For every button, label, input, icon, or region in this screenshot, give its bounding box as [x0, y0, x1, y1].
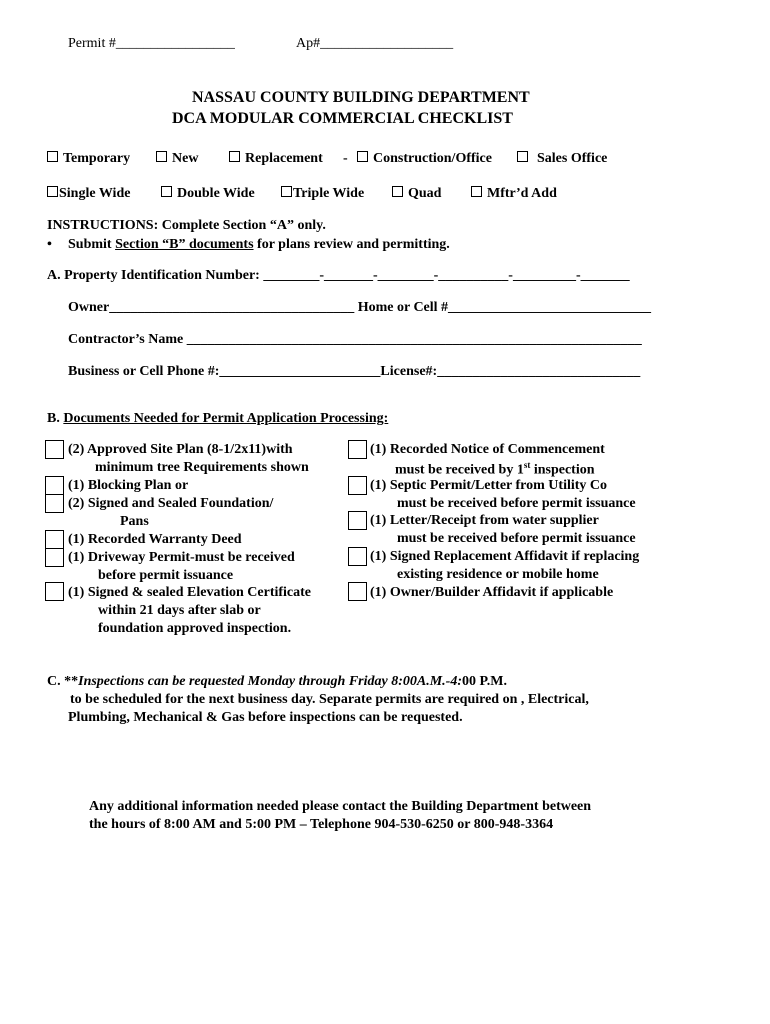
section-c-label: C. **: [47, 674, 79, 689]
triple-wide-checkbox[interactable]: [281, 186, 364, 202]
elevation-certificate-label-cont: within 21 days after slab or: [98, 603, 261, 618]
checkbox-icon: [392, 186, 403, 197]
elevation-certificate-checkbox[interactable]: [45, 582, 64, 601]
new-checkbox[interactable]: [156, 151, 198, 167]
section-c-line3: Plumbing, Mechanical & Gas before inspections can be requested.: [68, 710, 463, 725]
permit-number-field[interactable]: Permit #_________________: [68, 36, 235, 51]
section-c-tail: 00 P.M.: [461, 674, 507, 689]
notice-commencement-checkbox[interactable]: [348, 440, 367, 459]
checkbox-icon: [161, 186, 172, 197]
warranty-deed-checkbox[interactable]: [45, 530, 64, 549]
water-supplier-label: (1) Letter/Receipt from water supplier: [370, 513, 599, 528]
septic-permit-checkbox[interactable]: [348, 476, 367, 495]
notice-commencement-sup: st: [523, 460, 531, 470]
instructions-submit-pre: Submit: [68, 237, 116, 252]
instructions-submit-underlined: Section “B” documents: [115, 237, 254, 252]
dash-separator: -: [343, 151, 348, 166]
footer-line1: Any additional information needed please contact the Building Department between: [89, 799, 592, 814]
elevation-certificate-label: (1) Signed & sealed Elevation Certificate: [68, 585, 312, 600]
mftrd-add-checkbox[interactable]: [471, 186, 557, 202]
checkbox-icon: [517, 151, 528, 162]
checkbox-icon: [357, 151, 368, 162]
bullet: •: [47, 237, 52, 252]
checkbox-icon: [47, 186, 58, 197]
replacement-checkbox[interactable]: [229, 151, 323, 167]
section-c-line1: [47, 674, 507, 690]
new-label: New: [172, 151, 199, 166]
water-supplier-label-cont: must be received before permit issuance: [397, 531, 636, 546]
driveway-permit-label: (1) Driveway Permit-must be received: [68, 550, 295, 565]
single-wide-label: Single Wide: [59, 186, 131, 201]
replacement-affidavit-label: (1) Signed Replacement Affidavit if replacing: [370, 549, 640, 564]
instructions-submit: [68, 237, 450, 253]
septic-permit-label: (1) Septic Permit/Letter from Utility Co: [370, 478, 608, 493]
notice-commencement-tail: inspection: [530, 462, 595, 478]
replacement-label: Replacement: [245, 151, 323, 166]
mftrd-add-label: Mftr’d Add: [487, 186, 557, 201]
replacement-affidavit-label-cont: existing residence or mobile home: [397, 567, 599, 582]
notice-commencement-label-cont: [395, 460, 595, 479]
site-plan-label: (2) Approved Site Plan (8-1/2x11)with: [68, 442, 293, 457]
owner-builder-checkbox[interactable]: [348, 582, 367, 601]
instructions-line: INSTRUCTIONS: Complete Section “A” only.: [47, 218, 326, 233]
foundation-checkbox[interactable]: [45, 494, 64, 513]
ap-number-field[interactable]: Ap#___________________: [296, 36, 454, 51]
sales-office-label: Sales Office: [537, 151, 608, 166]
driveway-permit-label-cont: before permit issuance: [98, 568, 234, 583]
triple-wide-label: Triple Wide: [293, 186, 365, 201]
blocking-plan-checkbox[interactable]: [45, 476, 64, 495]
page-title: NASSAU COUNTY BUILDING DEPARTMENT: [192, 89, 530, 106]
warranty-deed-label: (1) Recorded Warranty Deed: [68, 532, 242, 547]
double-wide-checkbox[interactable]: [161, 186, 255, 202]
section-c-italic: Inspections can be requested Monday through Friday 8:00A.M.-4:: [78, 674, 462, 689]
elevation-certificate-label-cont2: foundation approved inspection.: [98, 621, 292, 636]
property-id-field[interactable]: A. Property Identification Number: ________-_______-________-__________-_________-_______: [47, 268, 630, 283]
checkbox-icon: [471, 186, 482, 197]
foundation-label-cont: Pans: [120, 514, 149, 529]
quad-label: Quad: [408, 186, 442, 201]
checkbox-icon: [281, 186, 292, 197]
foundation-label: (2) Signed and Sealed Foundation/: [68, 496, 274, 511]
notice-commencement-label: (1) Recorded Notice of Commencement: [370, 442, 605, 457]
instructions-submit-post: for plans review and permitting.: [253, 237, 450, 252]
checkbox-icon: [156, 151, 167, 162]
construction-office-checkbox[interactable]: [357, 151, 492, 167]
single-wide-checkbox[interactable]: [47, 186, 130, 202]
construction-office-label: Construction/Office: [373, 151, 492, 166]
septic-permit-label-cont: must be received before permit issuance: [397, 496, 636, 511]
section-b-heading: [47, 411, 388, 427]
section-b-title: Documents Needed for Permit Application Processing:: [63, 411, 389, 426]
owner-field[interactable]: Owner___________________________________ Home or Cell #_____________________________: [68, 300, 652, 315]
sales-office-checkbox[interactable]: [517, 151, 607, 167]
site-plan-checkbox[interactable]: [45, 440, 64, 459]
checkbox-icon: [229, 151, 240, 162]
owner-builder-label: (1) Owner/Builder Affidavit if applicable: [370, 585, 614, 600]
driveway-permit-checkbox[interactable]: [45, 548, 64, 567]
temporary-checkbox[interactable]: [47, 151, 130, 167]
section-c-line2: to be scheduled for the next business day. Separate permits are required on , Electrical,: [70, 692, 589, 707]
notice-commencement-text: must be received by 1: [395, 462, 524, 478]
temporary-label: Temporary: [63, 151, 131, 166]
site-plan-label-cont: minimum tree Requirements shown: [95, 460, 309, 475]
checkbox-icon: [47, 151, 58, 162]
quad-checkbox[interactable]: [392, 186, 441, 202]
water-supplier-checkbox[interactable]: [348, 511, 367, 530]
page-subtitle: DCA MODULAR COMMERCIAL CHECKLIST: [172, 110, 513, 127]
business-phone-field[interactable]: Business or Cell Phone #:_______________________License#:_____________________________: [68, 364, 641, 379]
replacement-affidavit-checkbox[interactable]: [348, 547, 367, 566]
blocking-plan-label: (1) Blocking Plan or: [68, 478, 189, 493]
double-wide-label: Double Wide: [177, 186, 255, 201]
footer-line2: the hours of 8:00 AM and 5:00 PM – Telephone 904-530-6250 or 800-948-3364: [89, 817, 554, 832]
contractor-field[interactable]: Contractor’s Name _________________________________________________________________: [68, 332, 642, 347]
section-b-label: B.: [47, 411, 64, 426]
